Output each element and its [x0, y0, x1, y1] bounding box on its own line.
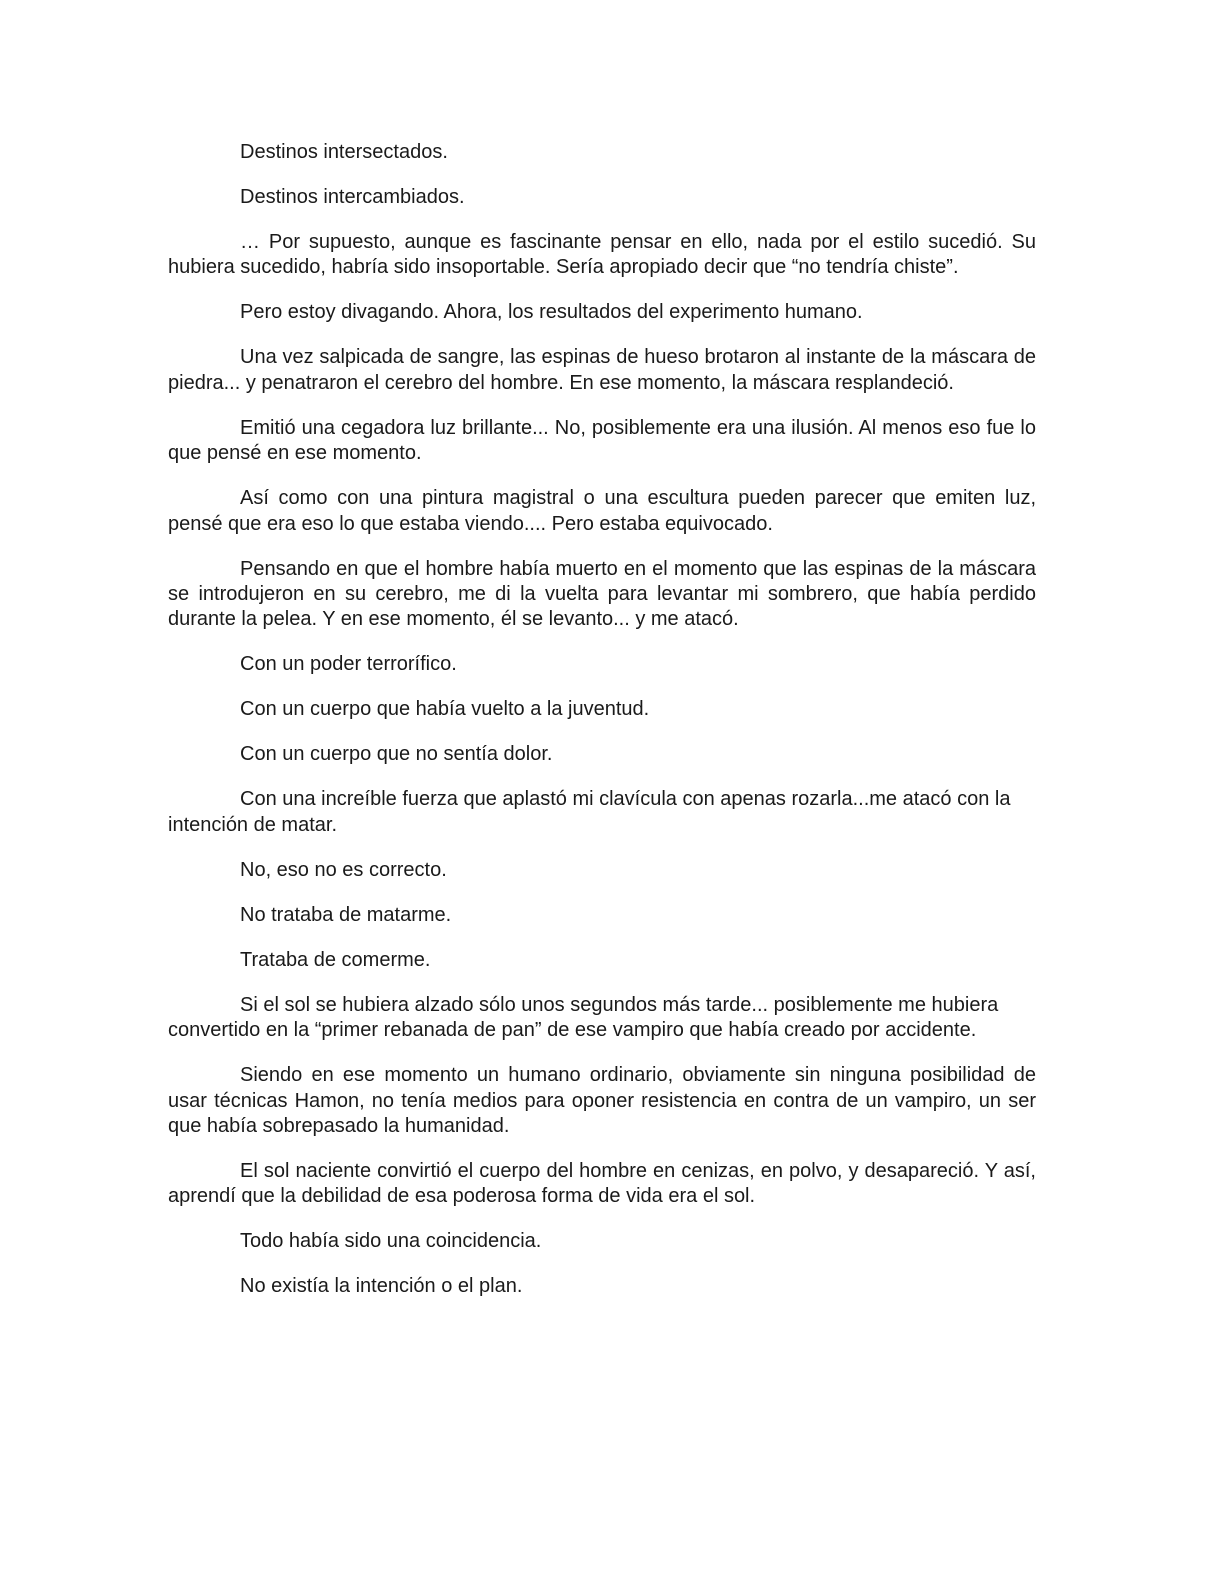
paragraph: Con un cuerpo que había vuelto a la juventud. [240, 698, 650, 721]
paragraph: No trataba de matarme. [240, 903, 452, 926]
paragraph: Pensando en que el hombre había muerto en el momento que las espinas de la máscara se introdujeron en su cerebro, me di la vuelta para levantar mi sombrero, que había perdido durante la pelea. Y en ese momento, él se levanto... y me atacó. [168, 557, 1036, 631]
paragraph: Destinos intersectados. [240, 141, 448, 163]
paragraph: Pero estoy divagando. Ahora, los resultados del experimento humano. [240, 301, 863, 324]
paragraph: Emitió una cegadora luz brillante... No, posiblemente era una ilusión. Al menos eso fue lo que pensé en ese momento. [168, 416, 1036, 465]
paragraph: Todo había sido una coincidencia. [240, 1230, 542, 1253]
paragraph: Siendo en ese momento un humano ordinario, obviamente sin ninguna posibilidad de usar técnicas Hamon, no tenía medios para oponer resistencia en contra de un vampiro, un ser que había sobrepasado la humanidad. [168, 1064, 1036, 1138]
paragraph: Con un poder terrorífico. [240, 653, 457, 676]
paragraph: Trataba de comerme. [240, 948, 431, 971]
paragraph: … Por supuesto, aunque es fascinante pensar en ello, nada por el estilo sucedió. Su hubiera sucedido, habría sido insoportable. Sería apropiado decir que “no tendría chiste”. [168, 231, 1036, 279]
paragraph: No existía la intención o el plan. [240, 1275, 523, 1298]
body-text [168, 140, 1036, 1319]
paragraph: Destinos intercambiados. [240, 186, 465, 208]
paragraph: No, eso no es correcto. [240, 858, 447, 881]
paragraph: Con un cuerpo que no sentía dolor. [240, 743, 553, 766]
paragraph: Si el sol se hubiera alzado sólo unos segundos más tarde... posiblemente me hubiera convertido en la “primer rebanada de pan” de ese vampiro que había creado por accidente. [168, 993, 999, 1042]
paragraph: Con una increíble fuerza que aplastó mi clavícula con apenas rozarla...me atacó con la intención de matar. [168, 788, 1011, 836]
paragraph: Así como con una pintura magistral o una escultura pueden parecer que emiten luz, pensé que era eso lo que estaba viendo.... Pero estaba equivocado. [168, 487, 1036, 535]
paragraph: Una vez salpicada de sangre, las espinas de hueso brotaron al instante de la máscara de piedra... y penatraron el cerebro del hombre. En ese momento, la máscara resplandeció. [168, 346, 1036, 394]
paragraph: El sol naciente convirtió el cuerpo del hombre en cenizas, en polvo, y desapareció. Y así, aprendí que la debilidad de esa poderosa forma de vida era el sol. [168, 1160, 1036, 1208]
